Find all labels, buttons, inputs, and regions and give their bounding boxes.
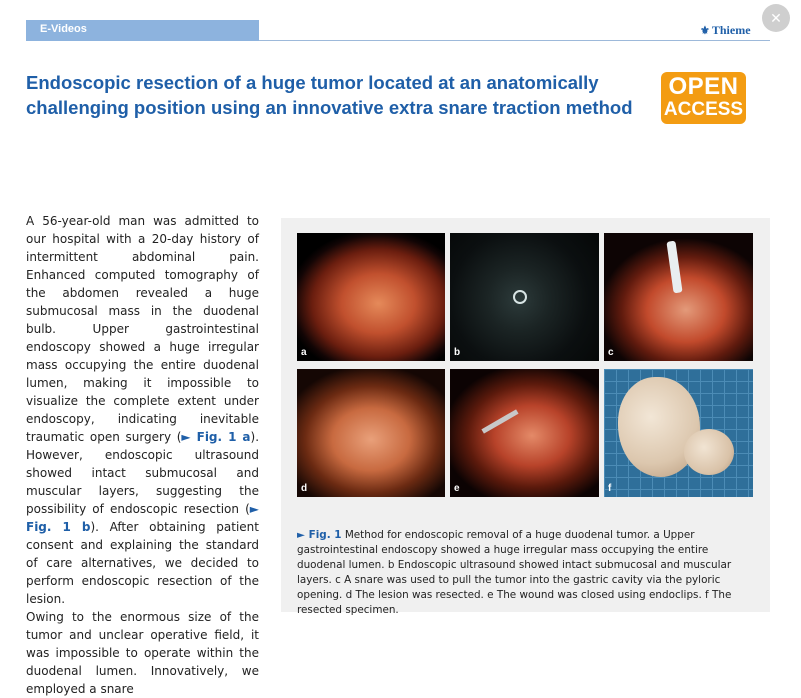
figure-image-a[interactable] — [297, 233, 445, 361]
caption-label: ► Fig. 1 — [297, 529, 342, 541]
figure-image-e[interactable] — [450, 369, 599, 497]
badge-line2: ACCESS — [663, 99, 744, 120]
open-access-badge — [661, 72, 746, 124]
panel-label-c: c — [608, 347, 614, 358]
panel-label-f: f — [608, 483, 612, 494]
panel-label-a: a — [301, 347, 307, 358]
close-icon: ✕ — [770, 10, 782, 26]
close-button[interactable] — [762, 4, 790, 32]
thieme-logo-icon: ⚜ — [700, 25, 710, 37]
specimen-small — [684, 429, 734, 475]
caption-text: Method for endoscopic removal of a huge duodenal tumor. a Upper gastrointestinal endoscopy showed a huge irregular mass occupying the entire duodenal lumen. b Endoscopic ultrasound showed intact submucosal and muscular layers. c A snare was used to pull the tumor into the gastric cavity via the pyloric opening. d The lesion was resected. e The wound was closed using endoclips. f The resected specimen. — [297, 529, 732, 616]
snare-catheter-icon — [666, 241, 682, 294]
figure-image-c[interactable] — [604, 233, 753, 361]
figure-image-b[interactable] — [450, 233, 599, 361]
panel-label-e: e — [454, 483, 460, 494]
article-title: Endoscopic resection of a huge tumor located at an anatomically challenging position using an innovative extra snare traction method — [26, 72, 633, 118]
panel-label-d: d — [301, 483, 308, 494]
figure-image-f[interactable] — [604, 369, 753, 497]
figure-ref-1b[interactable]: ► Fig. 1 b — [26, 502, 259, 534]
figure-image-d[interactable] — [297, 369, 445, 497]
section-bar — [26, 20, 259, 41]
section-label: E-Videos — [40, 23, 87, 35]
figure-caption — [297, 528, 757, 618]
endoclip-icon — [481, 409, 518, 433]
panel-label-b: b — [454, 347, 461, 358]
paragraph-2: Owing to the enormous size of the tumor and unclear operative field, it was impossible to operate within the duodenal lumen. Innovatively, we employed a snare — [26, 610, 259, 696]
publisher-logo — [700, 23, 751, 38]
ultrasound-probe-icon — [513, 290, 527, 304]
article-body — [26, 212, 259, 698]
paragraph-1: A 56-year-old man was admitted to our hospital with a 20-day history of intermittent abdominal pain. Enhanced computed tomography of the abdomen revealed a huge submucosal mass in the duodenal bulb. Upper gastrointestinal endoscopy showed a huge irregular mass occupying the entire duodenal lumen, making it impossible to visualize the complete extent under endoscopy, indicating inevitable traumatic open surgery (► Fig. 1 a). However, endoscopic ultrasound showed intact submucosal and muscular layers, suggesting the possibility of endoscopic resection (► Fig. 1 b). After obtaining patient consent and explaining the standard of care alternatives, we decided to perform endoscopic resection of the lesion. — [26, 214, 260, 606]
badge-line1: OPEN — [668, 73, 739, 100]
publisher-name: Thieme — [711, 23, 751, 37]
header-rule — [259, 40, 770, 41]
figure-ref-1a[interactable]: ► Fig. 1 a — [181, 430, 251, 444]
